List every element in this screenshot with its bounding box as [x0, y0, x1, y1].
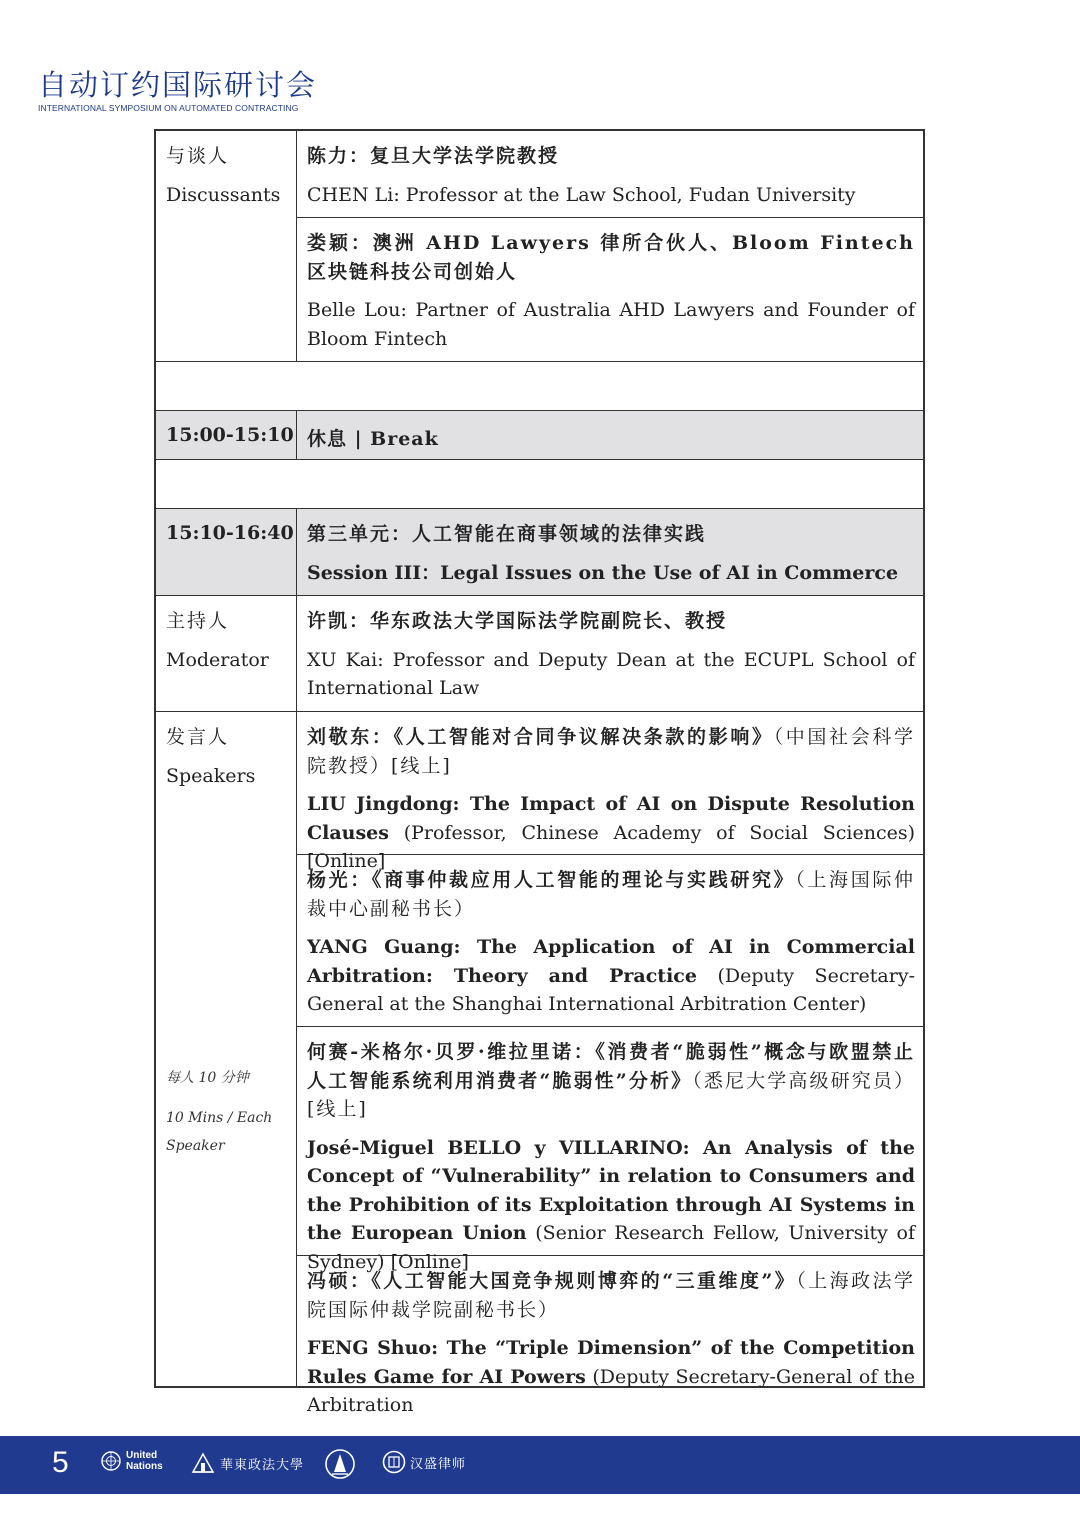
speaker-affiliation-en: (Senior Research Fellow, University of Sydney) [Online]: [307, 1222, 915, 1273]
discussants-row: [156, 131, 923, 362]
time-note-zh: 每人 10 分钟: [166, 1070, 249, 1086]
spacer-row: [156, 362, 923, 411]
un-emblem-icon: [100, 1450, 122, 1472]
discussants-label-en: Discussants: [166, 183, 281, 206]
talk-title-en: FENG Shuo: The “Triple Dimension” of the Competition Rules Game for AI Powers: [307, 1337, 915, 1388]
speaker-affiliation-zh: （中国社会科学院教授）[线上]: [307, 726, 915, 777]
moderator-row: [156, 596, 923, 712]
symposium-title-zh: 自动订约国际研讨会: [38, 68, 318, 102]
talk-title-zh: 杨光：《商事仲裁应用人工智能的理论与实践研究》: [307, 869, 796, 891]
footer-band: [0, 1436, 1080, 1494]
hansheng-seal-icon: [382, 1450, 406, 1474]
document-header: [38, 68, 317, 113]
united-nations-logo: [100, 1450, 166, 1472]
speakers-content: [297, 712, 923, 1416]
talk-title-en: YANG Guang: The Application of AI in Commercial Arbitration: Theory and Practice: [307, 936, 915, 987]
symposium-title-en: INTERNATIONAL SYMPOSIUM ON AUTOMATED CONTRACTING: [38, 103, 299, 113]
discussants-label-cell: [156, 131, 297, 361]
discussants-content: [297, 131, 923, 361]
hansheng-logo: [382, 1450, 466, 1474]
speaker-entry: [297, 1027, 923, 1273]
hansheng-text: 汉盛律师: [410, 1455, 467, 1471]
speaker-entry: [297, 855, 923, 1027]
agenda-table: [154, 129, 925, 1416]
discussant-name-en: CHEN Li: Professor at the Law School, Fudan University: [307, 183, 856, 206]
speaker-affiliation-en: (Deputy Secretary-General at the Shanghai International Arbitration Center): [307, 964, 915, 1015]
ecupl-emblem-icon: [190, 1450, 216, 1476]
tower-emblem-icon: [324, 1448, 356, 1480]
page-number: 5: [52, 1446, 69, 1479]
break-time: 15:00-15:10: [156, 411, 297, 459]
talk-title-zh: 刘敬东：《人工智能对合同争议解决条款的影响》: [307, 726, 774, 748]
session-title-zh: 第三单元：人工智能在商事领域的法律实践: [307, 523, 707, 545]
ecupl-text: 華東政法大學: [220, 1456, 305, 1472]
speakers-label-en: Speakers: [166, 764, 256, 787]
moderator-label-zh: 主持人: [166, 610, 230, 632]
session-title-en: Session III：Legal Issues on the Use of AI in Commerce: [307, 561, 899, 584]
time-note-en: 10 Mins / Each Speaker: [166, 1110, 273, 1154]
talk-title-zh: 冯硕：《人工智能大国竞争规则博弈的“三重维度”》: [307, 1270, 797, 1292]
speakers-label-cell: [156, 712, 297, 1386]
moderator-name-en: XU Kai: Professor and Deputy Dean at the ECUPL School of International Law: [307, 648, 915, 699]
speaker-affiliation-zh: （上海政法学院国际仲裁学院副秘书长）: [307, 1270, 915, 1321]
moderator-label-en: Moderator: [166, 648, 269, 671]
spacer-row: [156, 460, 923, 509]
speaker-affiliation-zh: （上海国际仲裁中心副秘书长）: [307, 869, 915, 920]
speaker-affiliation-zh: （悉尼大学高级研究员）[线上]: [307, 1069, 915, 1120]
speakers-row: [156, 712, 923, 1416]
session-title: [297, 509, 923, 595]
tower-logo: [324, 1448, 356, 1480]
talk-title-en: José-Miguel BELLO y VILLARINO: An Analysis of the Concept of “Vulnerability” in relation to Consumers and the Prohibition of its Exploitation through AI Systems in the European Union: [307, 1136, 915, 1244]
discussant-entry: [297, 131, 923, 218]
speaker-entry: [297, 712, 923, 872]
speaker-affiliation-en: (Professor, Chinese Academy of Social Sciences) [Online]: [307, 821, 915, 872]
moderator-content: [297, 596, 923, 711]
discussant-entry: [297, 218, 923, 361]
moderator-name-zh: 许凯：华东政法大学国际法学院副院长、教授: [307, 610, 728, 632]
break-label: 休息 | Break: [307, 428, 439, 450]
talk-title-zh: 何赛-米格尔·贝罗·维拉里诺：《消费者“脆弱性”概念与欧盟禁止人工智能系统利用消费者“脆弱性”分析》: [307, 1041, 915, 1092]
discussants-label-zh: 与谈人: [166, 145, 230, 167]
moderator-label-cell: [156, 596, 297, 711]
session-row: [156, 509, 923, 596]
speaker-affiliation-en: (Deputy Secretary-General of the Arbitration: [307, 1365, 915, 1416]
united-nations-text: United Nations: [126, 1450, 163, 1472]
speakers-label-zh: 发言人: [166, 726, 230, 748]
ecupl-logo: [190, 1450, 304, 1476]
talk-title-en: LIU Jingdong: The Impact of AI on Dispute Resolution Clauses: [307, 793, 915, 844]
discussant-name-zh: 陈力：复旦大学法学院教授: [307, 145, 560, 167]
break-row: [156, 411, 923, 460]
discussant-name-en: Belle Lou: Partner of Australia AHD Lawyers and Founder of Bloom Fintech: [307, 299, 915, 350]
speaker-entry: [297, 1256, 923, 1416]
discussant-name-zh: 娄颖：澳洲 AHD Lawyers 律所合伙人、Bloom Fintech 区块链科技公司创始人: [307, 232, 915, 283]
session-time: 15:10-16:40: [156, 509, 297, 595]
